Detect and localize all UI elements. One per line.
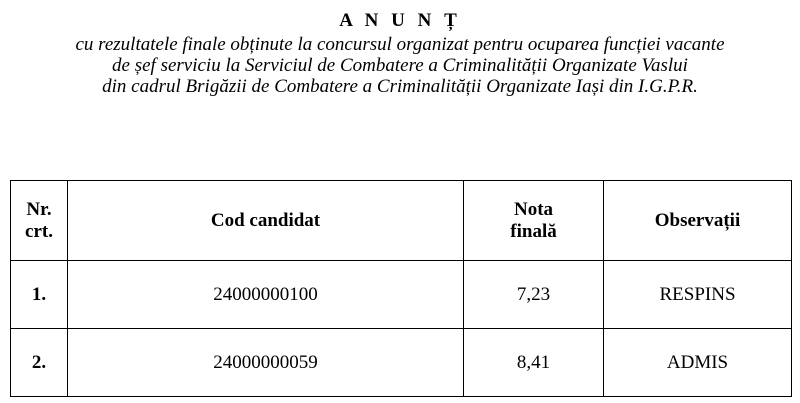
row-1-observatii: RESPINS: [604, 261, 792, 329]
announcement-title: A N U N Ț: [339, 10, 461, 31]
results-table: [10, 180, 792, 397]
header-nr-line1: Nr.: [26, 198, 52, 220]
row-2-cod: 24000000059: [68, 329, 464, 397]
header-cod-candidat: Cod candidat: [68, 181, 464, 261]
row-1-cod: 24000000100: [68, 261, 464, 329]
header-observatii: Observații: [604, 181, 792, 261]
table-row: [11, 329, 792, 397]
announcement-subtitle-line-1: cu rezultatele finale obținute la concursul organizat pentru ocuparea funcției vacante: [75, 34, 725, 55]
announcement-header: [0, 8, 800, 97]
header-nota-line1: Nota: [513, 198, 554, 220]
row-1-nota: 7,23: [464, 261, 604, 329]
announcement-subtitle-line-2: de șef serviciu la Serviciul de Combatere a Criminalității Organizate Vaslui: [112, 55, 688, 76]
announcement-subtitle-line-3: din cadrul Brigăzii de Combatere a Criminalității Organizate Iași din I.G.P.R.: [102, 76, 698, 97]
row-2-observatii: ADMIS: [604, 329, 792, 397]
row-2-nr: 2.: [11, 329, 68, 397]
header-nota-line2: finală: [510, 220, 557, 242]
table-row: [11, 261, 792, 329]
row-2-nota: 8,41: [464, 329, 604, 397]
table-header-row: [11, 181, 792, 261]
header-nota-finala: [464, 181, 604, 261]
row-1-nr: 1.: [11, 261, 68, 329]
header-nr-crt: [11, 181, 68, 261]
header-nr-line2: crt.: [25, 220, 53, 242]
